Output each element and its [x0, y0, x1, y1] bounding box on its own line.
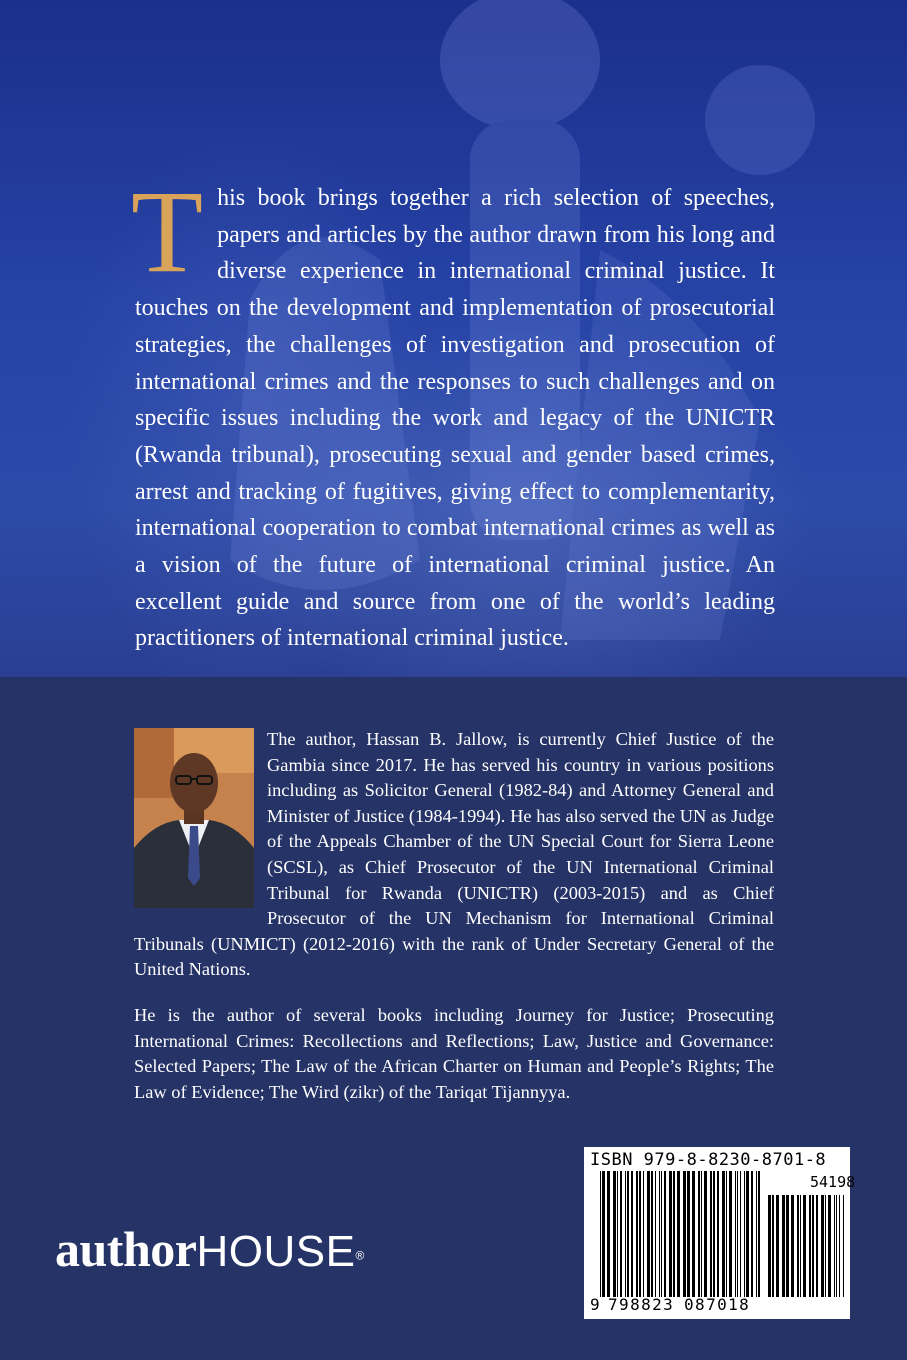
barcode-bar: [717, 1171, 719, 1297]
barcode-bar: [737, 1171, 738, 1297]
barcode-bar: [809, 1195, 811, 1297]
price-code-label: 54198: [810, 1173, 856, 1191]
barcode-bar: [834, 1195, 835, 1297]
barcode-bar: [772, 1195, 774, 1297]
barcode-bar: [636, 1171, 638, 1297]
barcode-bar: [602, 1171, 605, 1297]
isbn-barcode: [584, 1147, 856, 1319]
barcode-digits-right: 087018: [684, 1295, 751, 1314]
barcode-bar: [651, 1171, 653, 1297]
barcode-bar: [756, 1171, 757, 1297]
barcode-bar: [669, 1171, 672, 1297]
barcode-bar: [825, 1195, 826, 1297]
barcode-bar: [661, 1171, 662, 1297]
barcode-bar: [698, 1171, 700, 1297]
barcode-bar: [677, 1171, 680, 1297]
barcode-bar: [701, 1171, 702, 1297]
barcode-bar: [722, 1171, 725, 1297]
barcode-bar: [782, 1195, 785, 1297]
barcode-bar: [821, 1195, 824, 1297]
barcode-bar: [639, 1171, 641, 1297]
barcode-bar: [647, 1171, 650, 1297]
barcode-bar: [664, 1171, 666, 1297]
author-bio-text: The author, Hassan B. Jallow, is currently Chief Justice of the Gambia since 2017. He has served his country in various positions including as Solicitor General (1982-84) and Attorney General and Minister of Justice (1984-1994). He has also served the UN as Judge of the Appeals Chamber of the UN Special Court for Sierra Leone (SCSL), as Chief Prosecutor of the UN International Criminal Tribunal for Rwanda (UNICTR) (2003-2015) and as Chief Prosecutor of the UN Mechanism for International Criminal Tribunals (UNMICT) (2012-2016) with the rank of Under Secretary General of the United Nations.: [134, 729, 774, 980]
book-description: [131, 166, 775, 657]
publisher-name-lower: author: [55, 1221, 197, 1277]
barcode-digits-left: 798823: [608, 1295, 675, 1314]
barcode-bar: [683, 1171, 686, 1297]
barcode-bar: [744, 1171, 745, 1297]
drop-cap: T: [131, 166, 204, 297]
barcode-bar: [710, 1171, 712, 1297]
barcode-bar: [713, 1171, 715, 1297]
isbn-label: ISBN 979-8-8230-8701-8: [590, 1150, 827, 1170]
barcode-bar: [617, 1171, 618, 1297]
author-bio-paragraph-1: [134, 727, 774, 983]
author-bio: [0, 727, 907, 1105]
barcode-bar: [729, 1171, 732, 1297]
barcode-digit-first: 9: [590, 1295, 600, 1314]
barcode-bar: [631, 1171, 633, 1297]
barcode-bar: [797, 1195, 799, 1297]
barcode-bar: [607, 1171, 610, 1297]
barcode-bar: [687, 1171, 690, 1297]
author-bio-paragraph-2: He is the author of several books including Journey for Justice; Prosecuting International Crimes: Recollections and Reflections; Law, Justice and Governance: Selected Papers; The Law of the African Charter on Human and People’s Rights; The Law of Evidence; The Wird (zikr) of the Tariqat Tijannyya.: [134, 1004, 774, 1102]
barcode-bar: [704, 1171, 707, 1297]
book-description-text: his book brings together a rich selection of speeches, papers and articles by the author drawn from his long and diverse experience in international criminal justice. It touches on the development and implementation of prosecutorial strategies, the challenges of investigation and prosecution of international crimes and the responses to such challenges and on specific issues including the work and legacy of the UNICTR (Rwanda tribunal), prosecuting sexual and gender based crimes, arrest and tracking of fugitives, giving effect to complementarity, international cooperation to combat international crimes as well as a vision of the future of international criminal justice. An excellent guide and source from one of the world’s leading practitioners of international criminal justice.: [135, 185, 775, 652]
barcode-bar: [600, 1171, 601, 1297]
barcode-bar: [776, 1195, 779, 1297]
barcode-bar: [786, 1195, 789, 1297]
barcode-bar: [740, 1171, 741, 1297]
barcode-bar: [620, 1171, 622, 1297]
barcode-bar: [839, 1195, 840, 1297]
barcode-bar: [758, 1171, 760, 1297]
barcode-bar: [643, 1171, 644, 1297]
barcode-bar: [791, 1195, 794, 1297]
barcode-bar: [843, 1195, 844, 1297]
barcode-bar: [800, 1195, 801, 1297]
blurb-panel: [0, 0, 907, 677]
barcode-bar: [768, 1195, 771, 1297]
barcode-bar: [803, 1195, 806, 1297]
barcode-bar: [692, 1171, 695, 1297]
barcode-bar: [812, 1195, 814, 1297]
barcode-bar: [726, 1171, 727, 1297]
author-photo: [134, 728, 254, 908]
author-portrait-image: [134, 728, 254, 908]
barcode-bar: [625, 1171, 626, 1297]
barcode-bar: [816, 1195, 818, 1297]
barcode-bar: [828, 1195, 831, 1297]
barcode-bar: [613, 1171, 616, 1297]
barcode-bar: [655, 1171, 656, 1297]
barcode-bar: [627, 1171, 629, 1297]
registered-trademark: ®: [355, 1248, 365, 1263]
barcode-bar: [751, 1171, 753, 1297]
publisher-name-upper: HOUSE: [196, 1227, 356, 1276]
barcode-bar: [746, 1171, 749, 1297]
barcode-bar: [659, 1171, 660, 1297]
publisher-logo: [55, 1220, 364, 1278]
barcode-bar: [673, 1171, 675, 1297]
barcode-bar: [735, 1171, 736, 1297]
barcode-bar: [836, 1195, 837, 1297]
